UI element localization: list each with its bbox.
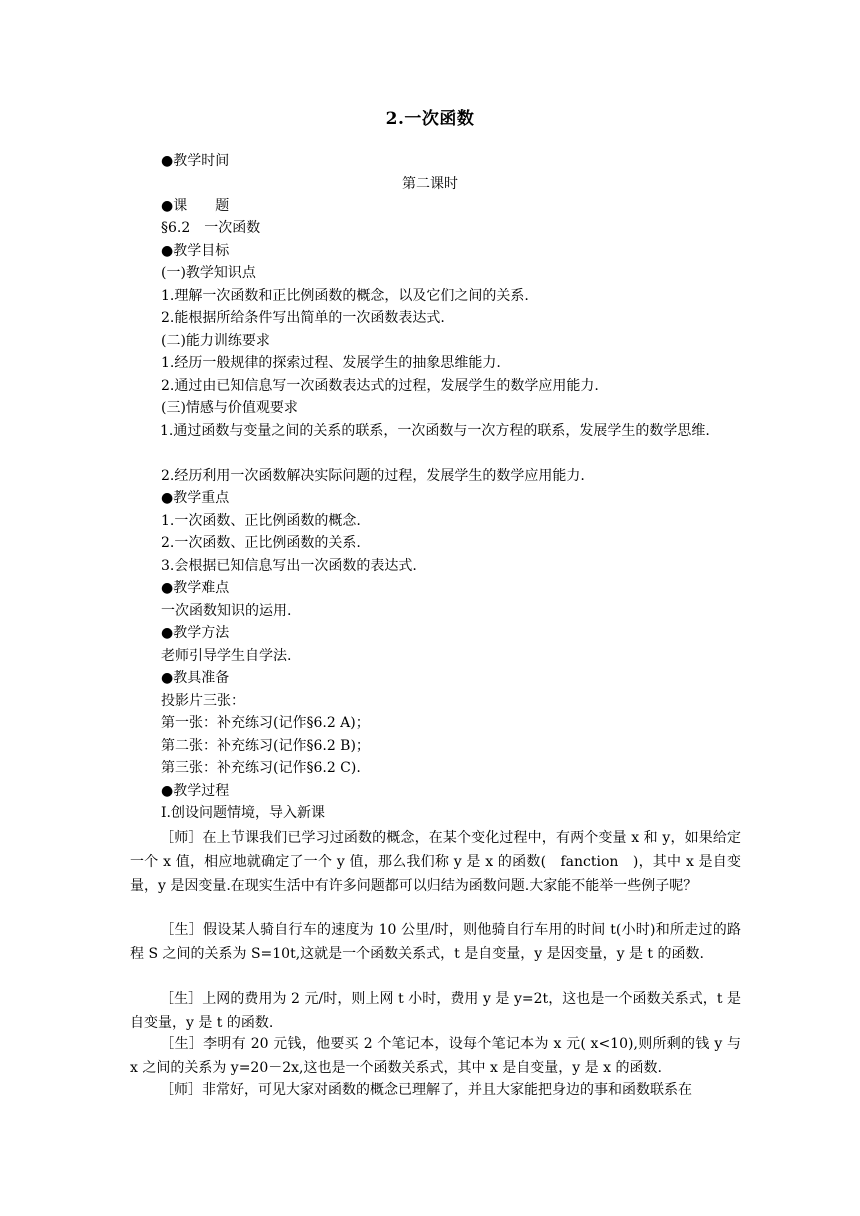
- materials-text: 投影片三张：: [161, 693, 245, 709]
- paragraph-student-3: [130, 1032, 741, 1080]
- section-heading-topic: ●课 题: [161, 198, 230, 214]
- keypoint-item: 1.一次函数、正比例函数的概念.: [161, 513, 361, 529]
- process-step-heading: Ⅰ.创设问题情境，导入新课: [161, 805, 325, 821]
- keypoint-item: 2.一次函数、正比例函数的关系.: [161, 535, 361, 551]
- paragraph-student-1: [130, 918, 741, 966]
- keypoint-item: 3.会根据已知信息写出一次函数的表达式.: [161, 558, 417, 574]
- paragraph-text: 1.通过函数与变量之间的关系的联系，一次函数与一次方程的联系，发展学生的数学思维.: [160, 423, 710, 439]
- paragraph-teacher-1: [130, 826, 741, 898]
- topic-text: §6.2 一次函数: [161, 220, 261, 236]
- goal-item: 1.经历一般规律的探索过程、发展学生的抽象思维能力.: [161, 355, 501, 371]
- materials-item: 第二张：补充练习(记作§6.2 B)；: [161, 738, 370, 754]
- document-title: 2.一次函数: [385, 109, 475, 129]
- section-heading-goals: ●教学目标: [161, 243, 230, 259]
- goal-item: 1.理解一次函数和正比例函数的概念，以及它们之间的关系.: [161, 288, 529, 304]
- goal-item: 2.能根据所给条件写出简单的一次函数表达式.: [161, 310, 445, 326]
- materials-item: 第一张：补充练习(记作§6.2 A)；: [161, 715, 370, 731]
- goal-item: 2.通过由已知信息写一次函数表达式的过程，发展学生的数学应用能力.: [161, 378, 599, 394]
- paragraph-text: ［师］在上节课我们已学习过函数的概念，在某个变化过程中，有两个变量 x 和 y，如果给定一个 x 值，相应地就确定了一个 y 值，那么我们称 y 是 x 的函数( fanction )，其中 x 是自变量，y 是因变量.在现实生活中有许多问题都可以归结为函数问题.大家能不能举一些例子呢？: [130, 830, 741, 894]
- difficulty-text: 一次函数知识的运用.: [161, 603, 292, 619]
- section-heading-keypoints: ●教学重点: [161, 490, 230, 506]
- lesson-period: 第二课时: [402, 176, 458, 192]
- subheading-knowledge: (一)教学知识点: [161, 265, 256, 281]
- subheading-ability: (二)能力训练要求: [161, 333, 270, 349]
- section-heading-materials: ●教具准备: [161, 670, 230, 686]
- paragraph-text: ［师］非常好，可见大家对函数的概念已理解了，并且大家能把身边的事和函数联系在: [160, 1082, 692, 1098]
- section-heading-time: ●教学时间: [161, 153, 230, 169]
- subheading-emotion: (三)情感与价值观要求: [161, 400, 298, 416]
- section-heading-difficulty: ●教学难点: [161, 580, 230, 596]
- section-heading-process: ●教学过程: [161, 783, 230, 799]
- paragraph-student-2: [130, 987, 741, 1035]
- paragraph-emotion-1: [130, 420, 741, 442]
- materials-item: 第三张：补充练习(记作§6.2 C).: [161, 760, 361, 776]
- goal-item: 2.经历利用一次函数解决实际问题的过程，发展学生的数学应用能力.: [161, 468, 585, 484]
- method-text: 老师引导学生自学法.: [161, 648, 292, 664]
- paragraph-text: ［生］假设某人骑自行车的速度为 10 公里/时，则他骑自行车用的时间 t(小时)和所走过的路程 S 之间的关系为 S=10t,这就是一个函数关系式，t 是自变量，y 是因变量，y 是 t 的函数.: [130, 922, 741, 962]
- paragraph-teacher-2: [130, 1078, 741, 1102]
- paragraph-text: ［生］上网的费用为 2 元/时，则上网 t 小时，费用 y 是 y=2t，这也是一个函数关系式，t 是自变量，y 是 t 的函数.: [130, 991, 741, 1031]
- section-heading-method: ●教学方法: [161, 625, 230, 641]
- paragraph-text: ［生］李明有 20 元钱，他要买 2 个笔记本，设每个笔记本为 x 元( x<10),则所剩的钱 y 与 x 之间的关系为 y=20－2x,这也是一个函数关系式，其中 x 是自变量，y 是 x 的函数.: [130, 1036, 741, 1076]
